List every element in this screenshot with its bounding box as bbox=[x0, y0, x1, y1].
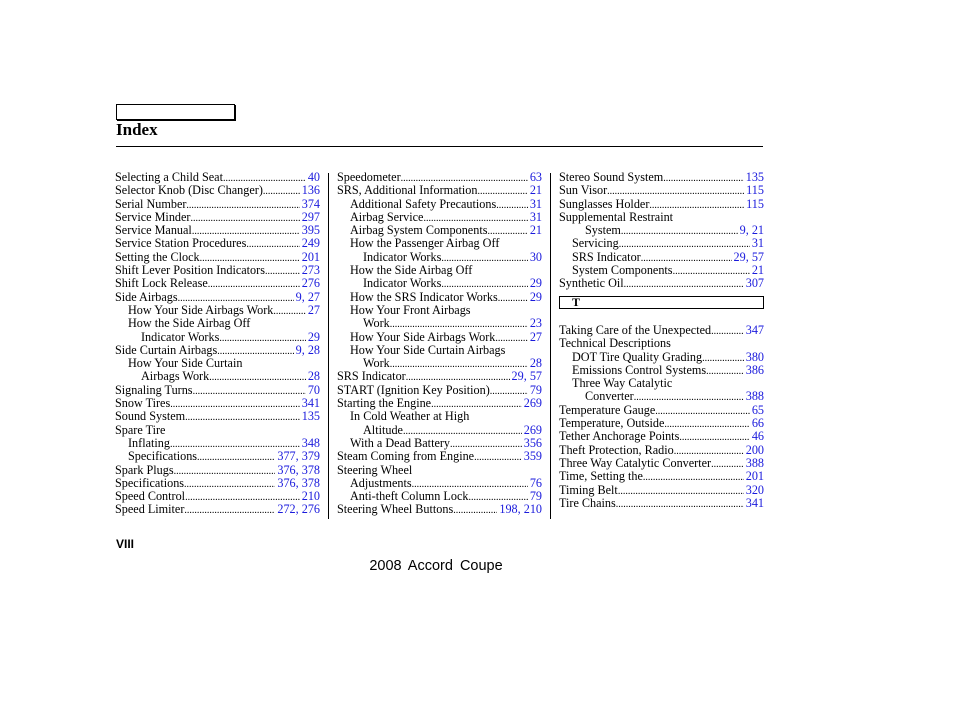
index-entry bbox=[337, 251, 542, 264]
index-entry bbox=[337, 331, 542, 344]
index-entry bbox=[115, 304, 320, 317]
page-reference-link[interactable]: 29, 57 bbox=[511, 369, 542, 384]
index-entry bbox=[115, 277, 320, 290]
index-entry-label: Inflating bbox=[128, 435, 170, 450]
index-entry bbox=[559, 237, 764, 250]
page-reference-link[interactable]: 30 bbox=[529, 249, 542, 264]
index-entry-label: Side Airbags bbox=[115, 289, 178, 304]
page-reference-link[interactable]: 356 bbox=[523, 435, 542, 450]
page-reference-link[interactable]: 374 bbox=[301, 196, 320, 211]
page-reference-link[interactable]: 359 bbox=[523, 449, 542, 464]
page-reference-link[interactable]: 395 bbox=[301, 223, 320, 238]
index-entry bbox=[337, 503, 542, 516]
index-entry bbox=[559, 184, 764, 197]
index-entry-label: Technical Descriptions bbox=[559, 336, 671, 351]
dot-leader bbox=[706, 364, 744, 378]
page-reference-link[interactable]: 273 bbox=[301, 263, 320, 278]
page-reference-link[interactable]: 23 bbox=[529, 316, 542, 331]
index-entry bbox=[559, 457, 764, 470]
page-reference-link[interactable]: 210 bbox=[301, 489, 320, 504]
page-reference-link[interactable]: 27 bbox=[529, 329, 542, 344]
index-entry-label: Converter bbox=[585, 389, 634, 404]
index-entry bbox=[337, 277, 542, 290]
page-reference-link[interactable]: 70 bbox=[307, 382, 320, 397]
page-reference-link[interactable]: 66 bbox=[751, 416, 764, 431]
page-reference-link[interactable]: 272, 276 bbox=[277, 502, 320, 517]
index-entry bbox=[115, 224, 320, 237]
index-entry bbox=[337, 198, 542, 211]
index-entry bbox=[337, 477, 542, 490]
index-entry-label: Work bbox=[363, 356, 390, 371]
index-entry-label: Altitude bbox=[363, 422, 403, 437]
index-entry-label: Speed Control bbox=[115, 489, 186, 504]
page-reference-link[interactable]: 28 bbox=[307, 369, 320, 384]
index-entry bbox=[559, 198, 764, 211]
index-entry bbox=[559, 224, 764, 237]
index-entry-label: Tether Anchorage Points bbox=[559, 429, 680, 444]
index-entry bbox=[337, 464, 542, 477]
index-entry bbox=[337, 171, 542, 184]
dot-leader bbox=[170, 397, 300, 411]
index-entry-label: Anti-theft Column Lock bbox=[350, 489, 469, 504]
dot-leader bbox=[193, 384, 306, 398]
section-letter-header: T bbox=[559, 296, 764, 309]
index-entry-label: Spare Tire bbox=[115, 422, 166, 437]
dot-leader bbox=[679, 430, 749, 444]
dot-leader bbox=[184, 477, 275, 491]
index-column-2 bbox=[337, 171, 542, 517]
index-entry-label: Specifications bbox=[128, 449, 198, 464]
index-column-1 bbox=[115, 171, 320, 517]
index-entry-label: Supplemental Restraint bbox=[559, 209, 674, 224]
index-entry-label: Serial Number bbox=[115, 196, 187, 211]
dot-leader bbox=[209, 370, 306, 384]
index-entry bbox=[337, 384, 542, 397]
index-entry-label: Adjustments bbox=[350, 475, 412, 490]
index-entry-label: SRS Indicator bbox=[572, 249, 641, 264]
index-entry-label: Steering Wheel Buttons bbox=[337, 502, 454, 517]
page-reference-link[interactable]: 297 bbox=[301, 209, 320, 224]
page-reference-link[interactable]: 376, 378 bbox=[277, 475, 320, 490]
index-entry bbox=[337, 304, 542, 317]
page-reference-link[interactable]: 348 bbox=[301, 435, 320, 450]
page-reference-link[interactable]: 198, 210 bbox=[499, 502, 542, 517]
index-entry-label: Time, Setting the bbox=[559, 469, 643, 484]
index-entry bbox=[337, 211, 542, 224]
dot-leader bbox=[702, 351, 744, 365]
index-entry-label: System bbox=[585, 223, 621, 238]
index-entry bbox=[337, 410, 542, 423]
index-entry-label: Starting the Engine bbox=[337, 396, 432, 411]
index-entry-label: Airbag Service bbox=[350, 209, 424, 224]
page-reference-link[interactable]: 377, 379 bbox=[277, 449, 320, 464]
page-reference-link[interactable]: 31 bbox=[529, 209, 542, 224]
index-entry bbox=[559, 171, 764, 184]
dot-leader bbox=[184, 503, 275, 517]
index-entry bbox=[115, 384, 320, 397]
page-reference-link[interactable]: 46 bbox=[751, 429, 764, 444]
index-entry bbox=[115, 331, 320, 344]
dot-leader bbox=[263, 184, 300, 198]
index-entry-label: Theft Protection, Radio bbox=[559, 442, 674, 457]
page-reference-link[interactable]: 27 bbox=[307, 302, 320, 317]
index-entry bbox=[115, 317, 320, 330]
index-entry bbox=[337, 397, 542, 410]
index-entry-label: START (Ignition Key Position) bbox=[337, 382, 490, 397]
index-entry bbox=[337, 450, 542, 463]
index-entry bbox=[115, 264, 320, 277]
dot-leader bbox=[655, 404, 750, 418]
index-entry bbox=[337, 357, 542, 370]
index-entry bbox=[337, 264, 542, 277]
page-reference-link[interactable]: 386 bbox=[745, 362, 764, 377]
page-reference-link[interactable]: 269 bbox=[523, 396, 542, 411]
index-entry bbox=[559, 251, 764, 264]
dot-leader bbox=[273, 304, 305, 318]
index-entry bbox=[337, 317, 542, 330]
index-entry-label: How Your Front Airbags bbox=[350, 302, 471, 317]
page-reference-link[interactable]: 21 bbox=[529, 223, 542, 238]
page-reference-link[interactable]: 307 bbox=[745, 276, 764, 291]
page-reference-link[interactable]: 249 bbox=[301, 236, 320, 251]
index-entry-label: Indicator Works bbox=[141, 329, 220, 344]
page-reference-link[interactable]: 29 bbox=[307, 329, 320, 344]
dot-leader bbox=[643, 470, 744, 484]
dot-leader bbox=[616, 497, 744, 511]
index-entry-label: Sun Visor bbox=[559, 183, 608, 198]
index-entry bbox=[559, 377, 764, 390]
index-entry bbox=[115, 437, 320, 450]
index-entry bbox=[115, 464, 320, 477]
index-entry-label: Three Way Catalytic Converter bbox=[559, 455, 712, 470]
index-entry bbox=[337, 424, 542, 437]
index-entry bbox=[559, 364, 764, 377]
index-entry-label: Servicing bbox=[572, 236, 619, 251]
page-reference-link[interactable]: 9, 21 bbox=[739, 223, 764, 238]
index-entry bbox=[115, 198, 320, 211]
dot-leader bbox=[197, 450, 275, 464]
index-entry-label: Shift Lock Release bbox=[115, 276, 208, 291]
index-entry-label: Speedometer bbox=[337, 170, 401, 184]
index-entry-label: SRS Indicator bbox=[337, 369, 406, 384]
index-entry bbox=[115, 490, 320, 503]
page-reference-link[interactable]: 9, 28 bbox=[295, 342, 320, 357]
dot-leader bbox=[186, 198, 299, 212]
index-entry bbox=[559, 430, 764, 443]
dot-leader bbox=[496, 198, 528, 212]
index-entry-label: Service Station Procedures bbox=[115, 236, 247, 251]
page-reference-link[interactable]: 135 bbox=[745, 170, 764, 184]
index-entry-label: Steering Wheel bbox=[337, 462, 413, 477]
page-reference-link[interactable]: 276 bbox=[301, 276, 320, 291]
dot-leader bbox=[498, 291, 528, 305]
index-entry bbox=[115, 344, 320, 357]
dot-leader bbox=[474, 450, 522, 464]
dot-leader bbox=[673, 264, 750, 278]
page-reference-link[interactable]: 29, 57 bbox=[733, 249, 764, 264]
page-reference-link[interactable]: 115 bbox=[746, 196, 764, 211]
index-entry-label: Work bbox=[363, 316, 390, 331]
index-entry-label: How Your Side Airbags Work bbox=[350, 329, 496, 344]
page-reference-link[interactable]: 380 bbox=[745, 349, 764, 364]
page-reference-link[interactable]: 136 bbox=[301, 183, 320, 198]
index-entry bbox=[559, 337, 764, 350]
page-reference-link[interactable]: 376, 378 bbox=[277, 462, 320, 477]
page-reference-link[interactable]: 63 bbox=[529, 170, 542, 184]
index-entry-label: Emissions Control Systems bbox=[572, 362, 707, 377]
index-entry-label: Steam Coming from Engine bbox=[337, 449, 475, 464]
page-reference-link[interactable]: 31 bbox=[529, 196, 542, 211]
dot-leader bbox=[711, 457, 744, 471]
page-reference-link[interactable]: 9, 27 bbox=[295, 289, 320, 304]
index-entry-label: Service Minder bbox=[115, 209, 191, 224]
index-entry-label: Selecting a Child Seat bbox=[115, 170, 223, 184]
dot-leader bbox=[490, 384, 528, 398]
index-entry bbox=[115, 237, 320, 250]
index-entry-label: Additional Safety Precautions bbox=[350, 196, 497, 211]
page-reference-link[interactable]: 29 bbox=[529, 289, 542, 304]
index-entry-label: Spark Plugs bbox=[115, 462, 174, 477]
index-entry-label: How the SRS Indicator Works bbox=[350, 289, 498, 304]
index-entry bbox=[337, 370, 542, 383]
dot-leader bbox=[190, 211, 299, 225]
column-divider bbox=[328, 173, 329, 519]
page-reference-link[interactable]: 341 bbox=[745, 495, 764, 510]
index-entry bbox=[337, 437, 542, 450]
page-reference-link[interactable]: 29 bbox=[529, 276, 542, 291]
index-entry-label: Indicator Works bbox=[363, 276, 442, 291]
page-reference-link[interactable]: 79 bbox=[529, 489, 542, 504]
index-entry-label: Tire Chains bbox=[559, 495, 616, 510]
index-entry-label: Sunglasses Holder bbox=[559, 196, 650, 211]
dot-leader bbox=[185, 410, 300, 424]
index-entry bbox=[559, 417, 764, 430]
index-entry bbox=[559, 264, 764, 277]
dot-leader bbox=[621, 224, 738, 238]
index-entry bbox=[559, 484, 764, 497]
index-entry bbox=[559, 497, 764, 510]
dot-leader bbox=[618, 484, 744, 498]
index-entry bbox=[337, 237, 542, 250]
index-entry bbox=[337, 291, 542, 304]
dot-leader bbox=[663, 171, 743, 185]
title-rule bbox=[116, 146, 763, 147]
page-reference-link[interactable]: 79 bbox=[529, 382, 542, 397]
page-reference-link[interactable]: 201 bbox=[745, 469, 764, 484]
page-reference-link[interactable]: 201 bbox=[301, 249, 320, 264]
index-entry-label: Snow Tires bbox=[115, 396, 171, 411]
page-title: Index bbox=[116, 120, 158, 139]
index-entry-label: How the Passenger Airbag Off bbox=[350, 236, 500, 251]
index-entry bbox=[115, 370, 320, 383]
dot-leader bbox=[390, 357, 528, 371]
dot-leader bbox=[265, 264, 300, 278]
index-entry bbox=[559, 444, 764, 457]
index-entry bbox=[115, 251, 320, 264]
index-entry bbox=[559, 404, 764, 417]
index-entry-label: Indicator Works bbox=[363, 249, 442, 264]
index-entry bbox=[115, 410, 320, 423]
index-entry-label: Sound System bbox=[115, 409, 186, 424]
index-entry-label: DOT Tire Quality Grading bbox=[572, 349, 703, 364]
dot-leader bbox=[624, 277, 744, 291]
index-entry-label: How Your Side Airbags Work bbox=[128, 302, 274, 317]
page-reference-link[interactable]: 31 bbox=[751, 236, 764, 251]
index-entry-label: How the Side Airbag Off bbox=[128, 316, 251, 331]
index-entry-label: Side Curtain Airbags bbox=[115, 342, 218, 357]
index-entry-label: Specifications bbox=[115, 475, 185, 490]
index-entry-label: Setting the Clock bbox=[115, 249, 200, 264]
index-entry bbox=[559, 390, 764, 403]
column-divider bbox=[550, 173, 551, 519]
index-entry-label: Timing Belt bbox=[559, 482, 618, 497]
index-entry-label: Stereo Sound System bbox=[559, 170, 664, 184]
dot-leader bbox=[246, 237, 299, 251]
index-entry bbox=[559, 470, 764, 483]
index-column-3 bbox=[559, 171, 764, 510]
index-entry-label: Signaling Turns bbox=[115, 382, 193, 397]
index-entry bbox=[115, 450, 320, 463]
page-reference-link[interactable]: 40 bbox=[307, 170, 320, 184]
index-entry-label: How the Side Airbag Off bbox=[350, 263, 473, 278]
header-tab-box bbox=[116, 104, 235, 120]
index-entry-label: Service Manual bbox=[115, 223, 192, 238]
index-entry-label: How Your Side Curtain Airbags bbox=[350, 342, 506, 357]
spacer bbox=[559, 311, 764, 324]
page-reference-link[interactable]: 341 bbox=[301, 396, 320, 411]
index-entry-label: Selector Knob (Disc Changer) bbox=[115, 183, 263, 198]
index-entry bbox=[559, 324, 764, 337]
page-reference-link[interactable]: 347 bbox=[745, 322, 764, 337]
index-entry-label: Shift Lever Position Indicators bbox=[115, 263, 265, 278]
index-entry-label: Three Way Catalytic bbox=[572, 376, 673, 391]
index-entry-label: Airbag System Components bbox=[350, 223, 488, 238]
page-reference-link[interactable]: 21 bbox=[529, 183, 542, 198]
index-entry bbox=[115, 291, 320, 304]
page-reference-link[interactable]: 76 bbox=[529, 475, 542, 490]
page-reference-link[interactable]: 135 bbox=[301, 409, 320, 424]
dot-leader bbox=[453, 503, 497, 517]
page-reference-link[interactable]: 388 bbox=[745, 389, 764, 404]
page-number: VIII bbox=[116, 537, 135, 551]
index-entry-label: Temperature Gauge bbox=[559, 402, 656, 417]
dot-leader bbox=[711, 324, 744, 338]
index-entry bbox=[559, 351, 764, 364]
index-entry bbox=[559, 277, 764, 290]
dot-leader bbox=[208, 277, 300, 291]
page-reference-link[interactable]: 28 bbox=[529, 356, 542, 371]
index-entry bbox=[559, 211, 764, 224]
index-entry bbox=[337, 344, 542, 357]
index-entry bbox=[337, 224, 542, 237]
index-entry-label: Synthetic Oil bbox=[559, 276, 624, 291]
index-entry-label: Taking Care of the Unexpected bbox=[559, 322, 712, 337]
page-reference-link[interactable]: 21 bbox=[751, 263, 764, 278]
page-reference-link[interactable]: 269 bbox=[523, 422, 542, 437]
index-entry-label: Speed Limiter bbox=[115, 502, 185, 517]
index-entry-label: SRS, Additional Information bbox=[337, 183, 478, 198]
model-footer: 2008 Accord Coupe bbox=[369, 558, 503, 574]
index-entry bbox=[337, 184, 542, 197]
index-entry bbox=[337, 490, 542, 503]
index-entry-label: Temperature, Outside bbox=[559, 416, 665, 431]
page-reference-link[interactable]: 65 bbox=[751, 402, 764, 417]
dot-leader bbox=[174, 464, 276, 478]
index-entry bbox=[115, 211, 320, 224]
dot-leader bbox=[219, 331, 305, 345]
index-entry bbox=[115, 503, 320, 516]
page-reference-link[interactable]: 200 bbox=[745, 442, 764, 457]
index-entry bbox=[115, 171, 320, 184]
index-entry-label: Airbags Work bbox=[141, 369, 210, 384]
page-reference-link[interactable]: 388 bbox=[745, 455, 764, 470]
index-entry bbox=[115, 184, 320, 197]
index-entry bbox=[115, 477, 320, 490]
index-entry-label: With a Dead Battery bbox=[350, 435, 451, 450]
index-entry bbox=[115, 357, 320, 370]
index-entry-label: In Cold Weather at High bbox=[350, 409, 470, 424]
page-reference-link[interactable]: 115 bbox=[746, 183, 764, 198]
index-entry bbox=[115, 397, 320, 410]
index-entry-label: How Your Side Curtain bbox=[128, 356, 243, 371]
index-entry bbox=[115, 424, 320, 437]
page-reference-link[interactable]: 320 bbox=[745, 482, 764, 497]
index-entry-label: System Components bbox=[572, 263, 673, 278]
